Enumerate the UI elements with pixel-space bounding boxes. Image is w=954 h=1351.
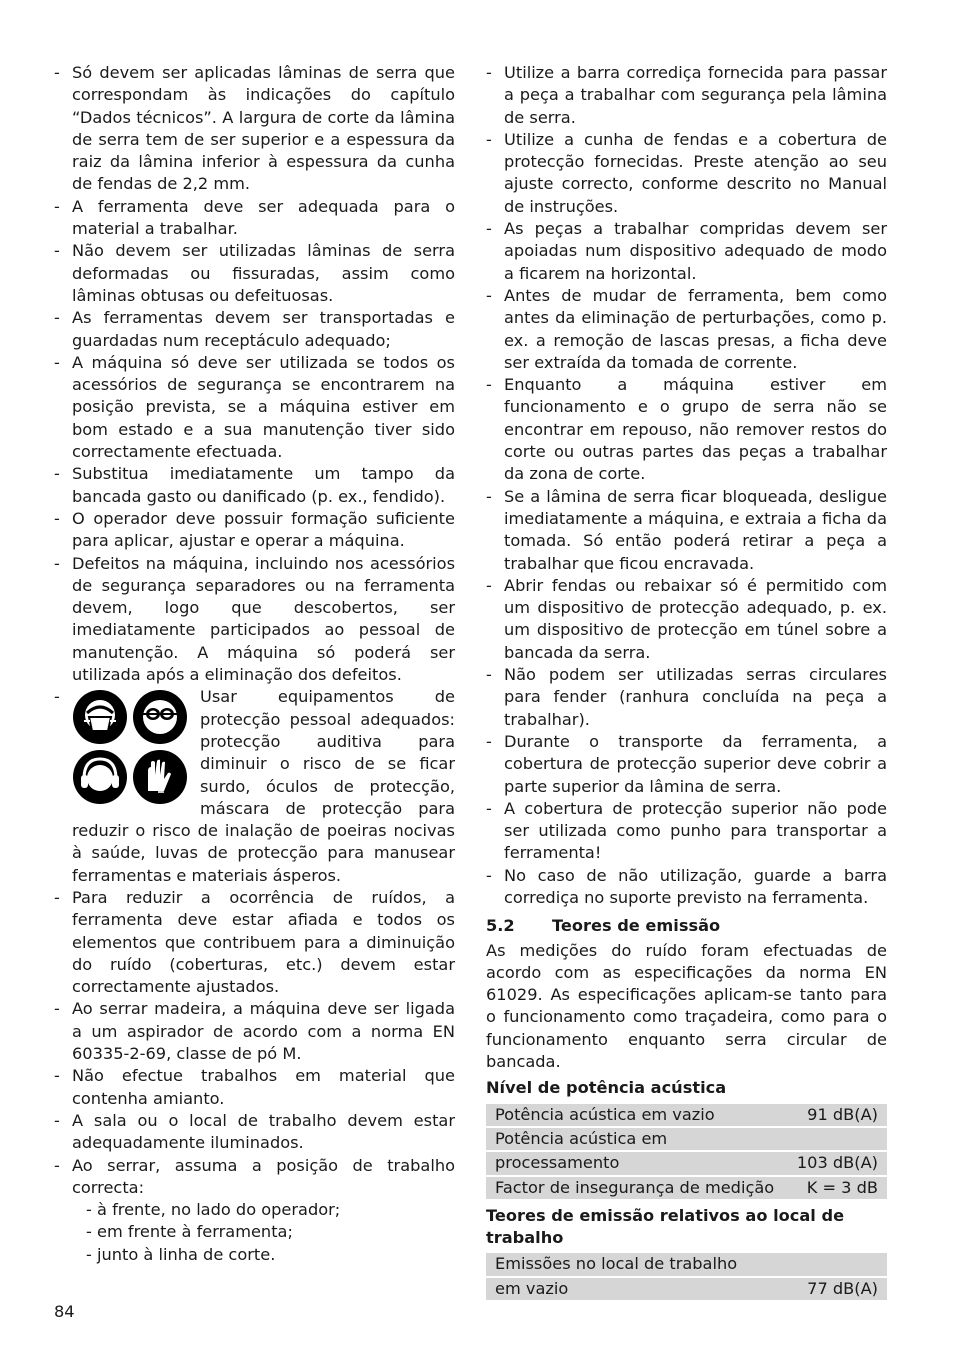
list-item: - Defeitos na máquina, incluindo nos acessórios de segurança separadores ou na ferramenta devem, logo que descobertos, ser imediatamente participados ao pessoal de manutenção. A máquina só poderá ser utilizada após a eliminação dos defeitos. [54,553,455,687]
working-position-sublist [72,1199,455,1266]
table-cell-label: processamento [486,1151,787,1175]
list-item: - Só devem ser aplicadas lâminas de serra que correspondam às indicações do capítulo “Dados técnicos”. A largura de corte da lâmina de serra tem de ser superior e a espessura da raiz da lâmina inferior à espessura da cunha de fendas de 2,2 mm. [54,62,455,196]
safety-goggles-icon [132,689,188,745]
table-cell-label: em vazio [486,1277,785,1301]
table-row [486,1253,887,1276]
right-column [486,62,887,1304]
acoustic-power-table [486,1104,887,1201]
table-row [486,1127,887,1151]
list-item: - Antes de mudar de ferramenta, bem como antes da eliminação de perturbações, como p. ex. a remoção de lascas presas, a ficha deve ser extraída da tomada de corrente. [486,285,887,374]
list-item: - Enquanto a máquina estiver em funcionamento e o grupo de serra não se encontrar em repouso, não remover restos do corte ou outras partes das peças a trabalhar da zona de corte. [486,374,887,485]
protective-gloves-icon [132,749,188,805]
list-item: - Não devem ser utilizadas lâminas de serra deformadas ou fissuradas, assim como lâminas obtusas ou defeituosas. [54,240,455,307]
working-position-text: Ao serrar, assuma a posição de trabalho correcta: [72,1155,455,1197]
list-item: - Ao serrar madeira, a máquina deve ser ligada a um aspirador de acordo com a norma EN 60335-2-69, classe de pó M. [54,998,455,1065]
list-item: - Para reduzir a ocorrência de ruídos, a ferramenta deve estar afiada e todos os elementos que contribuem para a diminuição do ruído (coberturas, etc.) devem estar correctamente ajustados. [54,887,455,998]
table-cell-label: Emissões no local de trabalho [486,1253,785,1276]
list-item: - Substitua imediatamente um tampo da bancada gasto ou danificado (p. ex., fendido). [54,463,455,508]
dust-mask-icon [72,689,128,745]
section-heading [486,915,887,937]
workplace-emissions-heading: Teores de emissão relativos ao local de trabalho [486,1205,845,1248]
section-number: 5.2 [486,916,515,936]
table-row [486,1277,887,1301]
table-cell-value: 91 dB(A) [787,1104,887,1127]
table-cell-value: 103 dB(A) [787,1151,887,1175]
list-item-ppe [54,686,455,887]
table-cell-value: K = 3 dB [787,1176,887,1200]
ear-protection-icon [72,749,128,805]
list-item: - Não efectue trabalhos em material que contenha amianto. [54,1065,455,1110]
list-item: - O operador deve possuir formação suficiente para aplicar, ajustar e operar a máquina. [54,508,455,553]
sub-list-item: - junto à linha de corte. [86,1244,455,1266]
page-number: 84 [54,1302,75,1321]
list-item: - As peças a trabalhar compridas devem ser apoiadas num dispositivo adequado de modo a ficarem na horizontal. [486,218,887,285]
ppe-text: Usar equipamentos de protecção pessoal adequados: protecção auditiva para diminuir o risco de se ficar surdo, óculos de protecção, máscara de protecção para reduzir o risco de inalação de poeiras nocivas à saúde, luvas de protecção para manusear ferramentas e materiais ásperos. [72,687,455,885]
list-item: - Abrir fendas ou rebaixar só é permitido com um dispositivo de protecção adequado, p. ex. um dispositivo de protecção em túnel sobre a bancada da serra. [486,575,887,664]
list-item: - A sala ou o local de trabalho devem estar adequadamente iluminados. [54,1110,455,1155]
list-item: - A máquina só deve ser utilizada se todos os acessórios de segurança se encontrarem na posição prevista, se a máquina estiver em bom estado e a sua manutenção tiver sido correctamente efectuada. [54,352,455,463]
list-item: - A cobertura de protecção superior não pode ser utilizada como punho para transportar a ferramenta! [486,798,887,865]
section-title: Teores de emissão [552,916,721,936]
list-item: - Durante o transporte da ferramenta, a cobertura de protecção superior deve cobrir a parte superior da lâmina de serra. [486,731,887,798]
safety-list-left [54,62,455,1266]
table-row [486,1151,887,1175]
table-cell-label: Factor de insegurança de medição [486,1176,787,1200]
section-paragraph: As medições do ruído foram efectuadas de acordo com as especificações da norma EN 61029. As especificações aplicam-se tanto para o funcionamento como traçadeira, como para o funcionamento enquanto serra circular de bancada. [486,940,887,1072]
left-column [54,62,455,1266]
list-item: - A ferramenta deve ser adequada para o material a trabalhar. [54,196,455,241]
list-item: - As ferramentas devem ser transportadas e guardadas num receptáculo adequado; [54,307,455,352]
table-row [486,1176,887,1200]
table-cell-label: Potência acústica em vazio [486,1104,787,1127]
safety-list-right [486,62,887,909]
sub-list-item: - à frente, no lado do operador; [86,1199,455,1221]
ppe-icons [72,689,190,807]
table-cell-value [785,1253,887,1276]
table-cell-value [787,1127,887,1151]
table-row [486,1104,887,1127]
list-item: - Utilize a barra corrediça fornecida para passar a peça a trabalhar com segurança pela lâmina de serra. [486,62,887,129]
list-item: - Não podem ser utilizadas serras circulares para fender (ranhura concluída na peça a trabalhar). [486,664,887,731]
table-cell-label: Potência acústica em [486,1127,787,1151]
workplace-emissions-table [486,1253,887,1302]
list-item: - Utilize a cunha de fendas e a cobertura de protecção fornecidas. Preste atenção ao seu ajuste correcto, conforme descrito no Manual de instruções. [486,129,887,218]
acoustic-power-heading: Nível de potência acústica [486,1078,727,1098]
sub-list-item: - em frente à ferramenta; [86,1221,455,1243]
list-item: - No caso de não utilização, guarde a barra corrediça no suporte previsto na ferramenta. [486,865,887,910]
list-item-working-position [54,1155,455,1266]
list-item: - Se a lâmina de serra ficar bloqueada, desligue imediatamente a máquina, e extraia a ficha da tomada. Só então poderá retirar a peça a trabalhar que ficou encravada. [486,486,887,575]
table-cell-value: 77 dB(A) [785,1277,887,1301]
